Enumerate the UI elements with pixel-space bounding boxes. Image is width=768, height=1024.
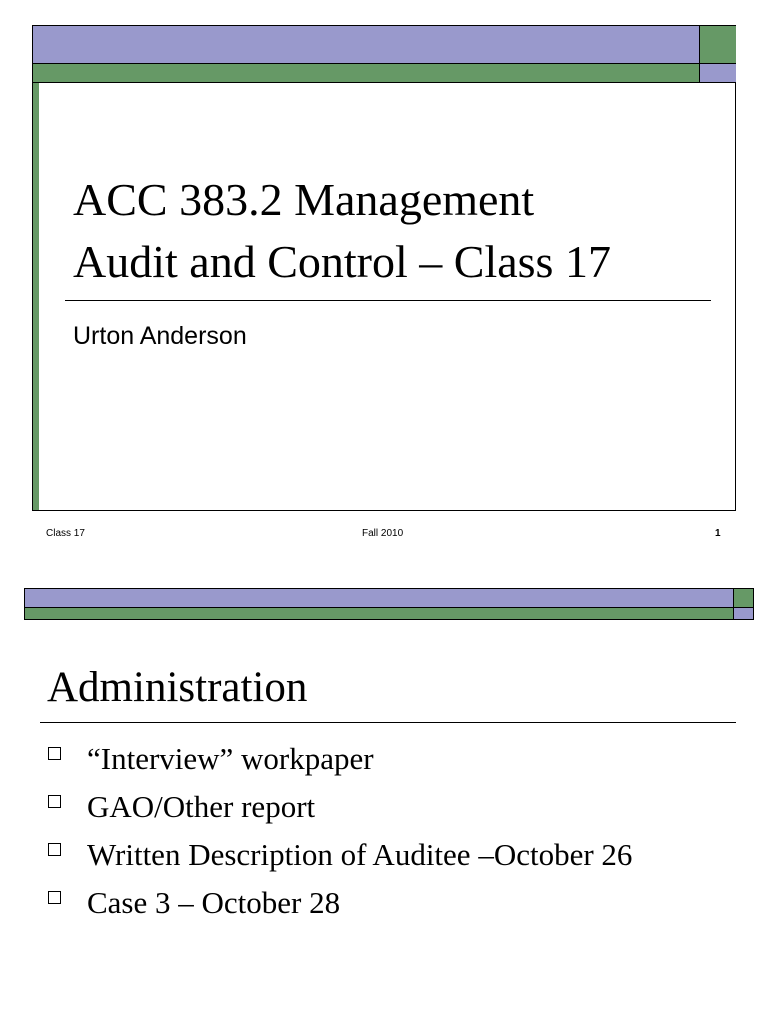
hollow-square-bullet-icon xyxy=(48,843,61,856)
bullet-item xyxy=(48,735,632,783)
slide2-title-divider xyxy=(40,722,736,723)
page-number: 1 xyxy=(715,528,721,539)
corner-square-purple xyxy=(699,64,736,83)
title-divider xyxy=(65,300,711,301)
side-accent-bar xyxy=(33,83,39,510)
slide-title-line-2: Audit and Control – Class 17 xyxy=(73,236,611,287)
slide2-header-bar-purple xyxy=(24,588,734,608)
title-slide xyxy=(32,25,736,511)
bullet-item xyxy=(48,831,632,879)
bullet-text: GAO/Other report xyxy=(87,789,316,824)
slide2-title: Administration xyxy=(47,664,308,711)
slide-title-line-1: ACC 383.2 Management xyxy=(73,174,535,225)
header-bar-green xyxy=(33,64,699,83)
bullet-list xyxy=(48,735,632,927)
bullet-text: “Interview” workpaper xyxy=(87,741,374,776)
bullet-item xyxy=(48,783,632,831)
hollow-square-bullet-icon xyxy=(48,795,61,808)
slide2-corner-square-purple xyxy=(733,607,754,620)
bullet-text: Case 3 – October 28 xyxy=(87,885,341,920)
bullet-text: Written Description of Auditee –October 26 xyxy=(87,837,633,872)
footer-center: Fall 2010 xyxy=(362,528,404,539)
slide2-header-bar-green xyxy=(24,607,734,620)
corner-square-green xyxy=(699,26,736,64)
bullet-item xyxy=(48,879,632,927)
slide-subtitle: Urton Anderson xyxy=(73,322,247,350)
hollow-square-bullet-icon xyxy=(48,747,61,760)
slide-title xyxy=(73,169,713,293)
header-bar-purple xyxy=(33,26,699,64)
hollow-square-bullet-icon xyxy=(48,891,61,904)
footer-left: Class 17 xyxy=(46,528,85,539)
slide2-corner-square-green xyxy=(733,588,754,608)
